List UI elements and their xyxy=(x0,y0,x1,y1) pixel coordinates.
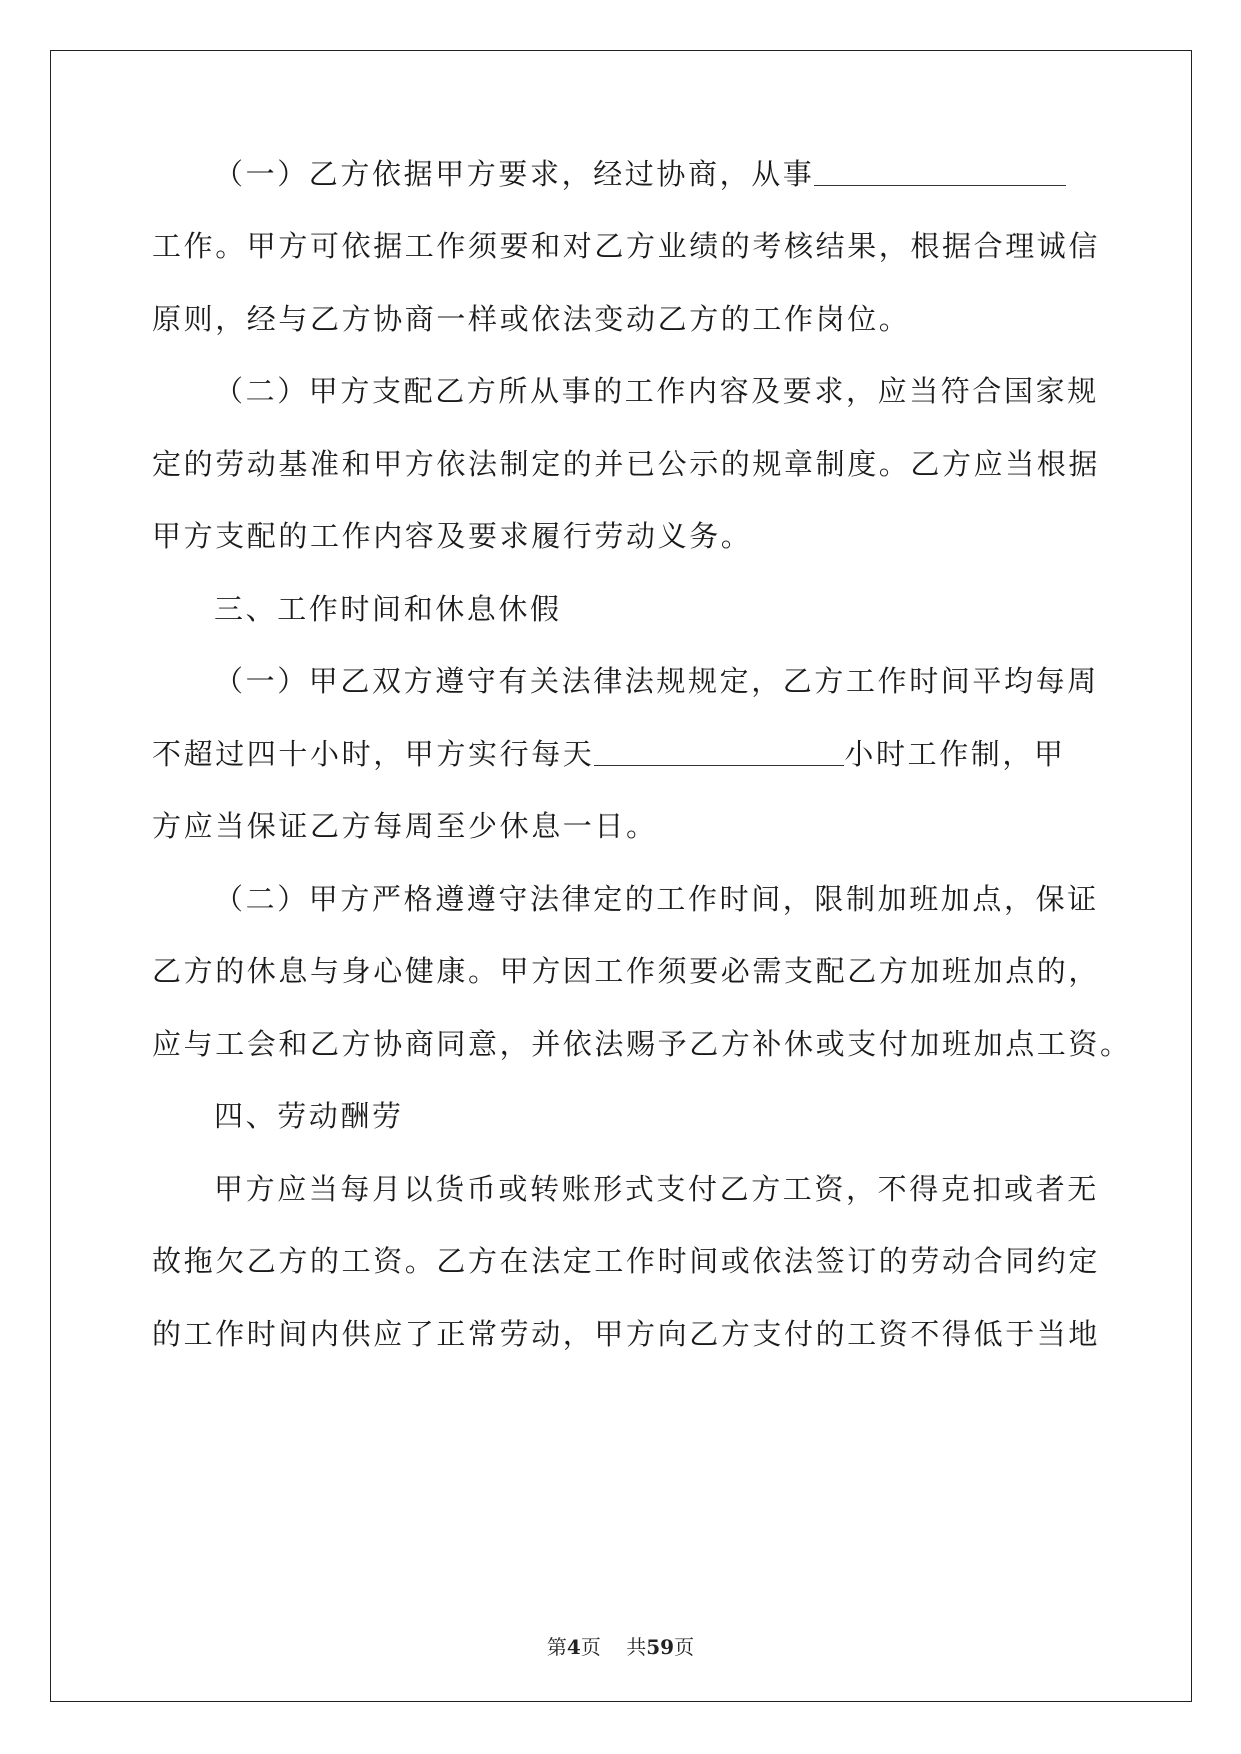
page-border xyxy=(50,50,1192,1702)
footer-total-prefix: 共 xyxy=(626,1635,647,1659)
text-line: （二）甲方支配乙方所从事的工作内容及要求，应当符合国家规 xyxy=(214,374,1099,408)
page-footer xyxy=(0,1631,1241,1660)
text-line: （二）甲方严格遵遵守法律定的工作时间，限制加班加点，保证 xyxy=(214,882,1099,916)
text-line xyxy=(152,734,1092,774)
text-line: 方应当保证乙方每周至少休息一日。 xyxy=(152,809,658,843)
fill-in-blank-hours xyxy=(594,735,844,766)
text-segment: 不超过四十小时，甲方实行每天 xyxy=(152,737,595,771)
footer-page-word: 页 xyxy=(580,1635,601,1659)
text-segment: 小时工作制，甲 xyxy=(844,737,1066,771)
text-line: （一）甲乙双方遵守有关法律法规规定，乙方工作时间平均每周 xyxy=(214,664,1099,698)
clause-1-text: （一）乙方依据甲方要求，经过协商，从事 xyxy=(214,157,815,191)
text-line xyxy=(214,154,1154,194)
section-heading: 三、工作时间和休息休假 xyxy=(214,592,562,626)
footer-total-suffix: 页 xyxy=(674,1635,695,1659)
fill-in-blank-work xyxy=(814,155,1066,186)
text-line: 的工作时间内供应了正常劳动，甲方向乙方支付的工资不得低于当地 xyxy=(152,1317,1101,1351)
text-line: 定的劳动基准和甲方依法制定的并已公示的规章制度。乙方应当根据 xyxy=(152,447,1101,481)
text-line: 原则，经与乙方协商一样或依法变动乙方的工作岗位。 xyxy=(152,302,911,336)
footer-prefix: 第 xyxy=(546,1635,567,1659)
text-line: 工作。甲方可依据工作须要和对乙方业绩的考核结果，根据合理诚信 xyxy=(152,229,1101,263)
text-line: 乙方的休息与身心健康。甲方因工作须要必需支配乙方加班加点的， xyxy=(152,954,1101,988)
text-line: 应与工会和乙方协商同意，并依法赐予乙方补休或支付加班加点工资。 xyxy=(152,1027,1132,1061)
section-heading: 四、劳动酬劳 xyxy=(214,1099,404,1133)
text-line: 甲方支配的工作内容及要求履行劳动义务。 xyxy=(152,519,753,553)
current-page-number: 4 xyxy=(566,1635,581,1659)
total-pages-number: 59 xyxy=(646,1635,675,1659)
text-line: 甲方应当每月以货币或转账形式支付乙方工资，不得克扣或者无 xyxy=(214,1172,1099,1206)
text-line: 故拖欠乙方的工资。乙方在法定工作时间或依法签订的劳动合同约定 xyxy=(152,1244,1101,1278)
